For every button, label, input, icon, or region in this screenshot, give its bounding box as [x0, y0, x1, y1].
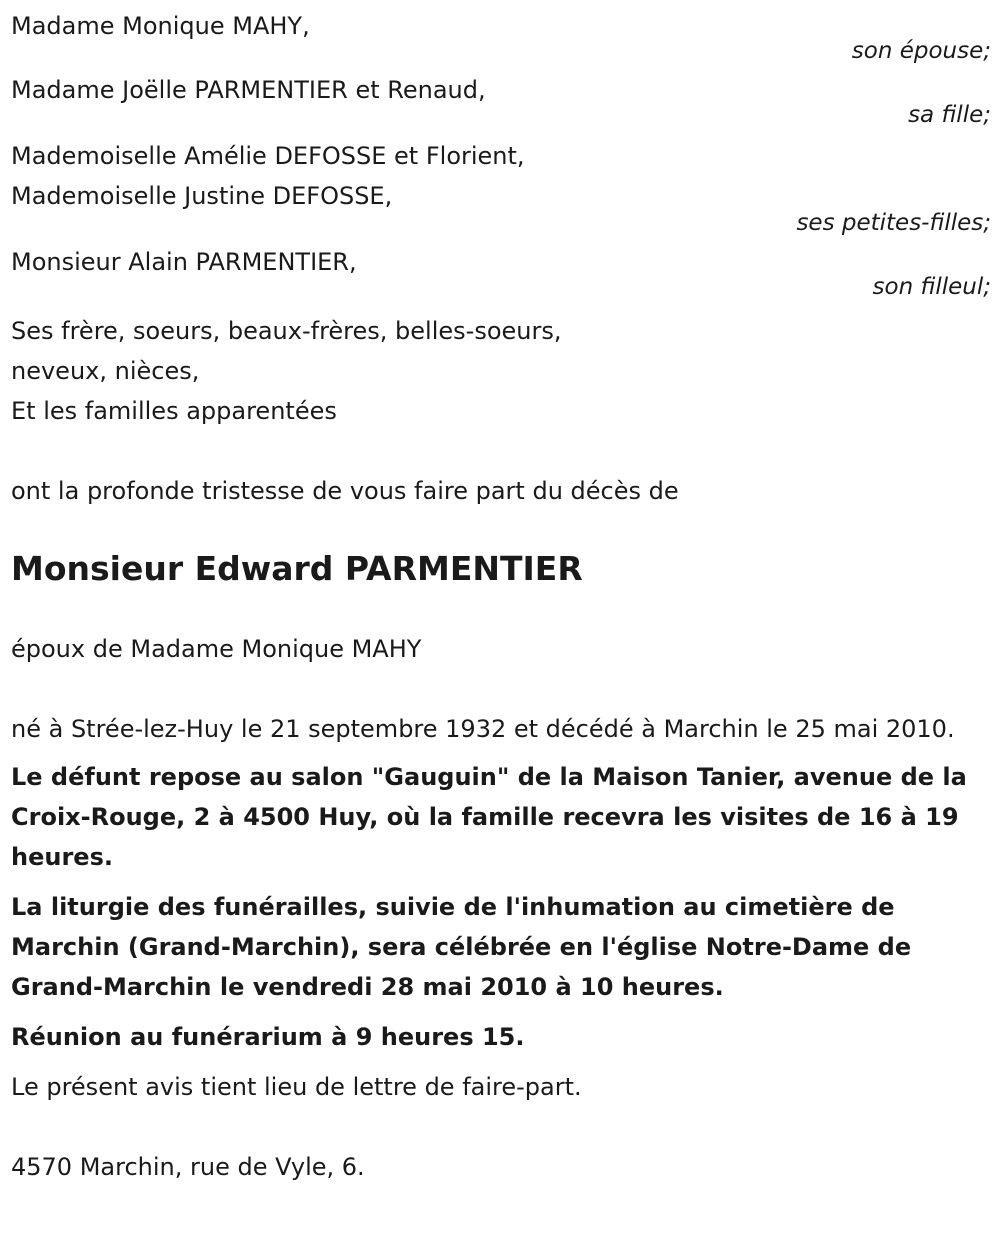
relatives-line: Et les familles apparentées: [11, 397, 337, 425]
family-member-line: Madame Monique MAHY,: [11, 12, 310, 40]
family-member-line: Monsieur Alain PARMENTIER,: [11, 248, 357, 276]
family-role: ses petites-filles;: [796, 210, 991, 236]
funeral-text: La liturgie des funérailles, suivie de l'inhumation au cimetière de Marchin (Grand-Marchin), sera célébrée en l'église Notre-Dame de Grand-Marchin le vendredi 28 mai 2010 à 10 heures.: [11, 893, 912, 1001]
spouse-line: époux de Madame Monique MAHY: [11, 635, 422, 663]
family-member-line: Madame Joëlle PARMENTIER et Renaud,: [11, 76, 486, 104]
relatives-line: neveux, nièces,: [11, 357, 200, 385]
family-role: son filleul;: [872, 274, 991, 300]
meeting-text: Réunion au funérarium à 9 heures 15.: [11, 1023, 525, 1051]
notice-text: Le présent avis tient lieu de lettre de faire-part.: [11, 1073, 582, 1101]
address-text: 4570 Marchin, rue de Vyle, 6.: [11, 1153, 365, 1181]
announcement-text: ont la profonde tristesse de vous faire part du décès de: [11, 477, 679, 505]
family-role: son épouse;: [851, 38, 991, 64]
obituary-notice: [11, 0, 991, 1187]
visitation-text: Le défunt repose au salon "Gauguin" de la Maison Tanier, avenue de la Croix-Rouge, 2 à 4500 Huy, où la famille recevra les visites de 16 à 19 heures.: [11, 763, 967, 871]
family-role: sa fille;: [908, 102, 991, 128]
birth-death-text: né à Strée-lez-Huy le 21 septembre 1932 et décédé à Marchin le 25 mai 2010.: [11, 715, 955, 743]
deceased-name: Monsieur Edward PARMENTIER: [11, 549, 583, 588]
family-member-line: Mademoiselle Justine DEFOSSE,: [11, 182, 393, 210]
family-member-line: Mademoiselle Amélie DEFOSSE et Florient,: [11, 142, 525, 170]
relatives-line: Ses frère, soeurs, beaux-frères, belles-soeurs,: [11, 317, 562, 345]
